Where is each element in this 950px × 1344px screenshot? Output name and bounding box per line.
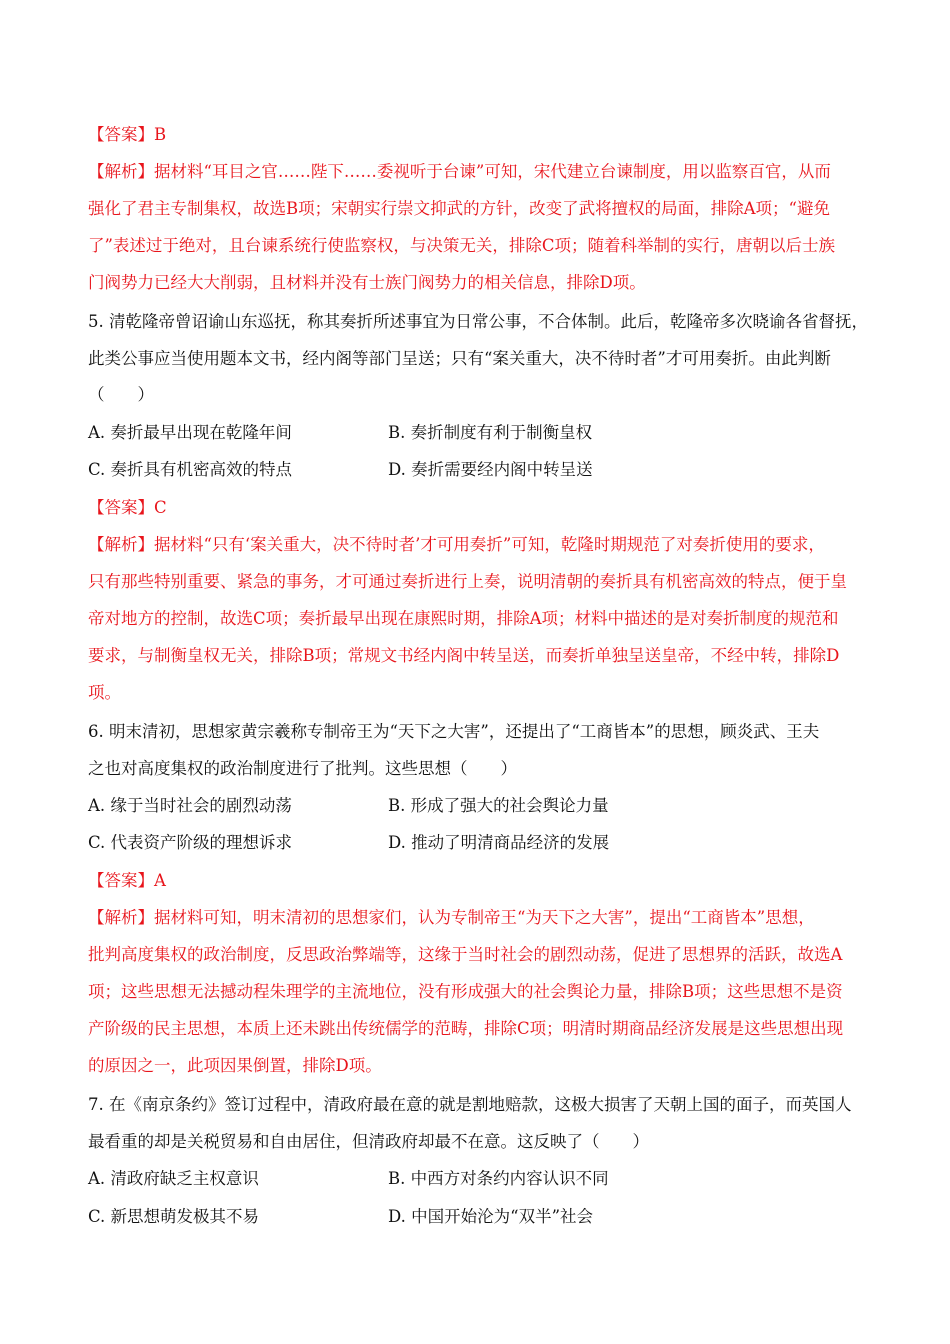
q4-analysis-line: 强化了君主专制集权，故选B项；宋朝实行崇文抑武的方针，改变了武将擅权的局面，排除A项；“避免	[88, 199, 830, 218]
q5-stem-line: （ ）	[88, 385, 154, 404]
answer-value: A	[154, 871, 166, 890]
analysis-label: 【解析】	[88, 162, 154, 181]
q7-option-c[interactable]: C. 新思想萌发极其不易	[88, 1207, 260, 1226]
q6-analysis-line: 项；这些思想无法撼动程朱理学的主流地位，没有形成强大的社会舆论力量，排除B项；这些思想不是资	[88, 982, 843, 1001]
q4-analysis-line: 门阀势力已经大大削弱，且材料并没有士族门阀势力的相关信息，排除D项。	[88, 273, 646, 292]
q6-analysis-line: 批判高度集权的政治制度，反思政治弊端等，这缘于当时社会的剧烈动荡，促进了思想界的活跃，故选A	[88, 945, 843, 964]
q5-stem-line: 5. 清乾隆帝曾诏谕山东巡抚，称其奏折所述事宜为日常公事，不合体制。此后，乾隆帝多次晓谕各省督抚，	[88, 312, 868, 331]
q6-analysis-line: 的原因之一，此项因果倒置，排除D项。	[88, 1056, 382, 1075]
analysis-label: 【解析】	[88, 908, 154, 927]
q4-analysis-line: 【解析】据材料“耳目之官……陛下……委视听于台谏”可知，宋代建立台谏制度，用以监察百官，从而	[88, 162, 831, 181]
q6-option-a[interactable]: A. 缘于当时社会的剧烈动荡	[88, 796, 292, 815]
q6-stem-line: 之也对高度集权的政治制度进行了批判。这些思想（ ）	[88, 759, 517, 778]
q5-option-c[interactable]: C. 奏折具有机密高效的特点	[88, 460, 293, 479]
q6-option-b[interactable]: B. 形成了强大的社会舆论力量	[388, 796, 609, 815]
answer-value: C	[154, 498, 167, 517]
q6-option-c[interactable]: C. 代表资产阶级的理想诉求	[88, 833, 293, 852]
q7-stem-line: 7. 在《南京条约》签订过程中，清政府最在意的就是割地赔款，这极大损害了天朝上国的面子，而英国人	[88, 1095, 852, 1114]
q6-option-d[interactable]: D. 推动了明清商品经济的发展	[388, 833, 610, 852]
q5-option-d[interactable]: D. 奏折需要经内阁中转呈送	[388, 460, 593, 479]
q7-option-d[interactable]: D. 中国开始沦为“双半”社会	[388, 1207, 594, 1226]
q4-analysis-line: 了”表述过于绝对，且台谏系统行使监察权，与决策无关，排除C项；随着科举制的实行，唐朝以后士族	[88, 236, 836, 255]
answer-value: B	[154, 125, 167, 144]
q5-analysis-line: 要求，与制衡皇权无关，排除B项；常规文书经内阁中转呈送，而奏折单独呈送皇帝，不经中转，排除D	[88, 646, 840, 665]
q5-stem-line: 此类公事应当使用题本文书，经内阁等部门呈送；只有“案关重大，决不待时者”才可用奏折。由此判断	[88, 349, 831, 368]
q5-option-a[interactable]: A. 奏折最早出现在乾隆年间	[88, 423, 292, 442]
q4-answer	[88, 123, 166, 147]
analysis-label: 【解析】	[88, 535, 154, 554]
q5-analysis-line: 【解析】据材料“只有‘案关重大，决不待时者’才可用奏折”可知，乾隆时期规范了对奏折使用的要求，	[88, 535, 825, 554]
q5-answer	[88, 496, 167, 520]
q6-analysis-line: 产阶级的民主思想，本质上还未跳出传统儒学的范畴，排除C项；明清时期商品经济发展是这些思想出现	[88, 1019, 844, 1038]
answer-label: 【答案】	[88, 871, 154, 890]
answer-label: 【答案】	[88, 125, 154, 144]
q7-stem-line: 最看重的却是关税贸易和自由居住，但清政府却最不在意。这反映了（ ）	[88, 1132, 649, 1151]
q6-analysis-line: 【解析】据材料可知，明末清初的思想家们，认为专制帝王“为天下之大害”，提出“工商皆本”思想，	[88, 908, 815, 927]
answer-label: 【答案】	[88, 498, 154, 517]
q5-analysis-line: 只有那些特别重要、紧急的事务，才可通过奏折进行上奏，说明清朝的奏折具有机密高效的特点，便于皇	[88, 572, 847, 591]
q5-analysis-line: 项。	[88, 683, 121, 702]
q5-option-b[interactable]: B. 奏折制度有利于制衡皇权	[388, 423, 593, 442]
q7-option-a[interactable]: A. 清政府缺乏主权意识	[88, 1169, 259, 1188]
q6-stem-line: 6. 明末清初，思想家黄宗羲称专制帝王为“天下之大害”，还提出了“工商皆本”的思想，顾炎武、王夫	[88, 722, 820, 741]
q7-option-b[interactable]: B. 中西方对条约内容认识不同	[388, 1169, 609, 1188]
q5-analysis-line: 帝对地方的控制，故选C项；奏折最早出现在康熙时期，排除A项；材料中描述的是对奏折制度的规范和	[88, 609, 839, 628]
q6-answer	[88, 869, 166, 893]
